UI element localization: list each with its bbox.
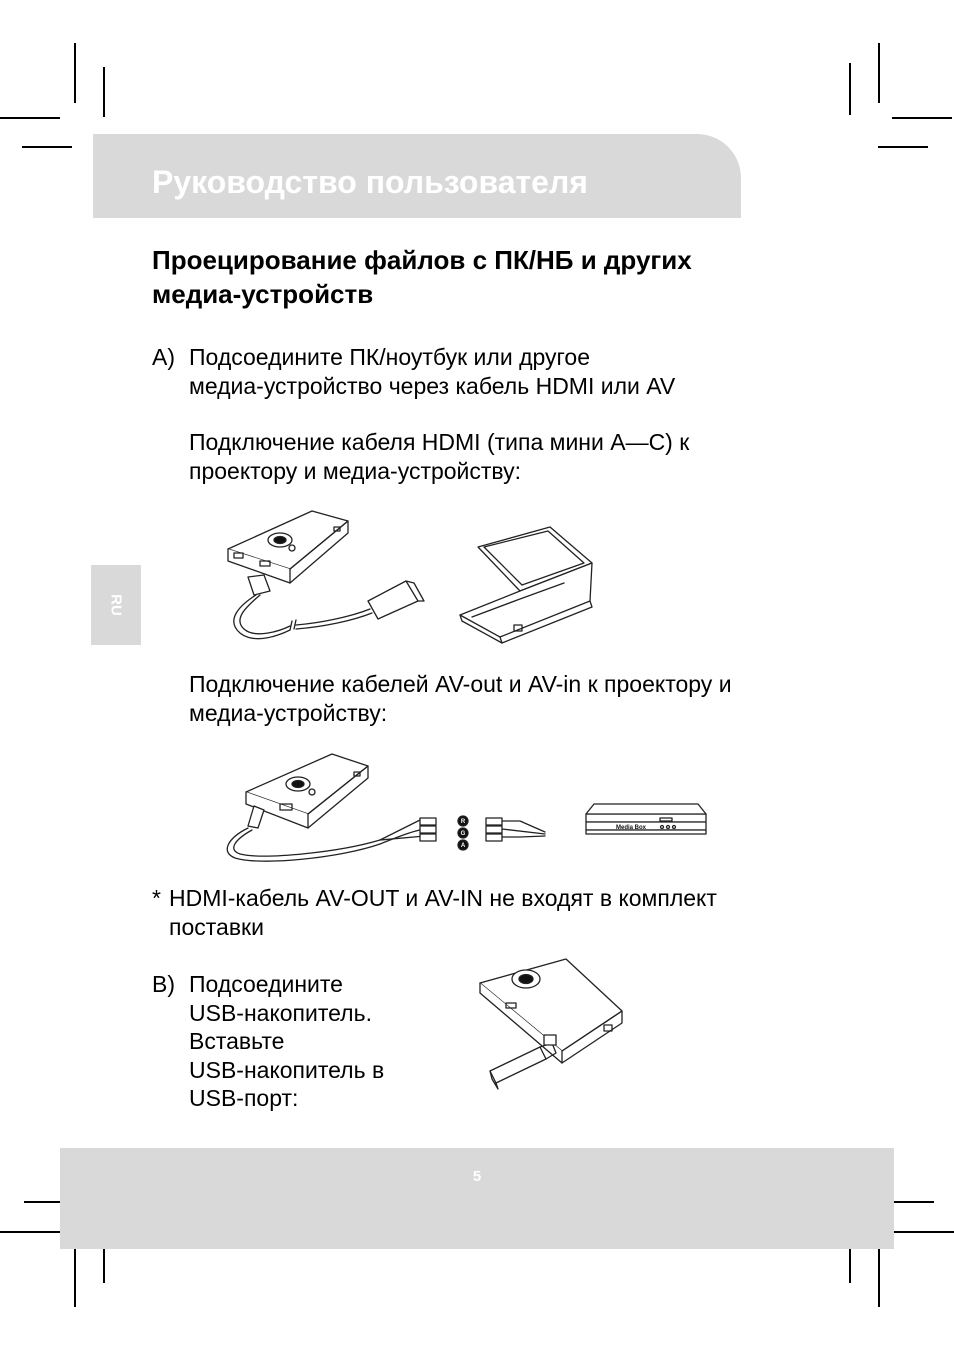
- connector-letter: A: [460, 843, 466, 849]
- step-a-marker: A): [152, 344, 175, 370]
- crop-mark: [74, 1249, 76, 1307]
- projector-icon: [480, 959, 622, 1063]
- crop-mark: [74, 43, 76, 103]
- crop-mark: [22, 146, 72, 148]
- page-number: 5: [472, 1168, 482, 1185]
- step-a-line: медиа-устройство через кабель HDMI или AV: [189, 373, 676, 399]
- crop-mark: [878, 146, 928, 148]
- step-b-line: Подсоедините: [189, 971, 343, 997]
- step-b-line: Вставьте: [189, 1028, 285, 1054]
- hdmi-instruction: Подключение кабеля HDMI (типа мини A—C) к: [189, 429, 690, 455]
- crop-mark: [0, 1231, 60, 1233]
- step-b-line: USB-накопитель.: [189, 1000, 372, 1026]
- crop-mark: [892, 117, 952, 119]
- connector-letter: R: [460, 819, 466, 825]
- media-box-label: Media Box: [616, 825, 647, 831]
- crop-mark: [103, 67, 105, 117]
- connector-letter: G: [460, 831, 466, 837]
- rca-plugs: [486, 818, 545, 841]
- crop-mark: [849, 1249, 851, 1283]
- av-instruction: Подключение кабелей AV-out и AV-in к проектору и: [189, 671, 732, 697]
- hdmi-instruction: проектору и медиа-устройству:: [189, 458, 522, 484]
- projector-icon: [228, 511, 348, 583]
- hdmi-connection-illustration: [220, 505, 610, 645]
- av-instruction: медиа-устройству:: [189, 700, 388, 726]
- av-connection-illustration: [220, 748, 710, 863]
- crop-mark: [849, 63, 851, 115]
- hdmi-cable: [234, 575, 424, 639]
- step-b-marker: B): [152, 971, 175, 997]
- projector-icon: [246, 754, 368, 828]
- usb-drive-icon: [490, 1035, 556, 1089]
- section-title-line: медиа-устройств: [152, 279, 374, 309]
- section-title-line: Проецирование файлов с ПК/НБ и других: [152, 245, 692, 275]
- language-tab-label: RU: [107, 594, 125, 616]
- note-line: HDMI-кабель AV-OUT и AV-IN не входят в комплект: [169, 885, 717, 911]
- crop-mark: [894, 1201, 934, 1203]
- step-a-line: Подсоедините ПК/ноутбук или другое: [189, 344, 590, 370]
- usb-connection-illustration: [470, 955, 630, 1090]
- language-tab: [91, 565, 141, 645]
- crop-mark: [878, 43, 880, 103]
- note-marker: *: [152, 885, 161, 911]
- step-b-line: USB-порт:: [189, 1085, 299, 1111]
- av-cable: [227, 806, 436, 861]
- crop-mark: [103, 1249, 105, 1283]
- page-header-title: Руководство пользователя: [152, 164, 588, 200]
- section-title: [152, 243, 792, 311]
- laptop-icon: [460, 527, 592, 643]
- crop-mark: [894, 1231, 954, 1233]
- footer-band: [60, 1148, 894, 1249]
- step-b-line: USB-накопитель в: [189, 1057, 385, 1083]
- crop-mark: [878, 1249, 880, 1307]
- crop-mark: [0, 117, 60, 119]
- media-box-icon: [586, 804, 706, 834]
- av-connector-indicators: [458, 816, 468, 850]
- note-line: поставки: [169, 914, 264, 940]
- crop-mark: [24, 1201, 60, 1203]
